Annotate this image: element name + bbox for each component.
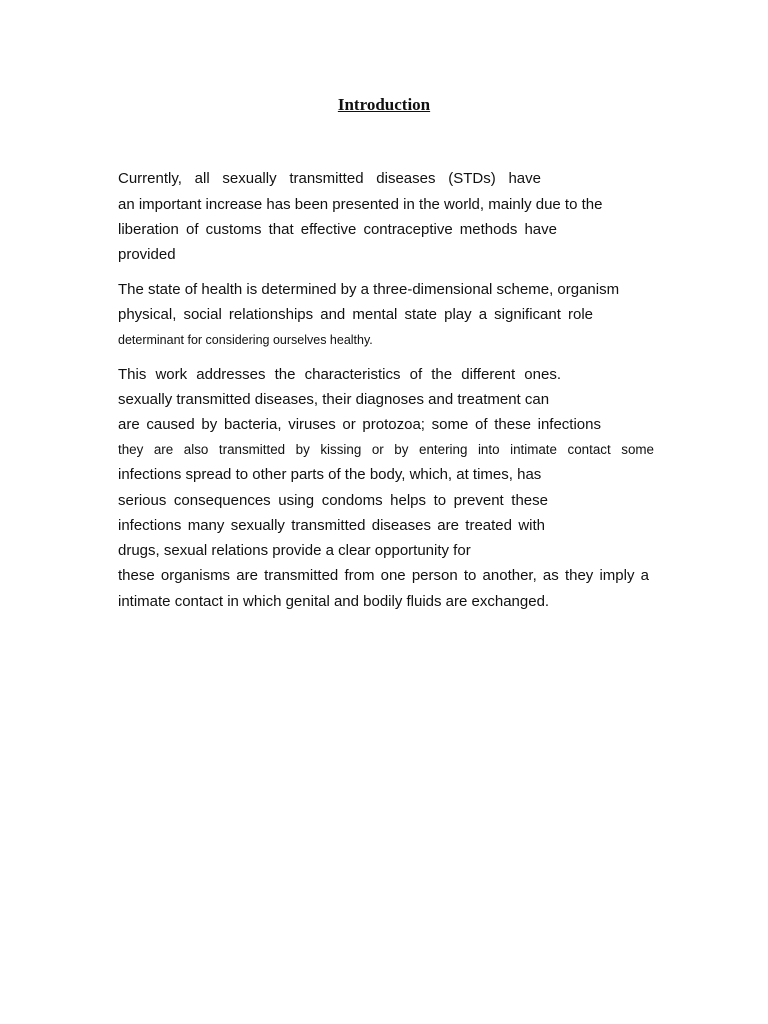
paragraph-2-line-2: physical, social relationships and mental state play a significant role (118, 306, 593, 323)
paragraph-3-line-8: drugs, sexual relations provide a clear opportunity for (118, 542, 471, 559)
paragraph-1-line-4: provided (118, 246, 176, 263)
page-title (0, 94, 768, 116)
paragraph-1-line-2: an important increase has been presented in the world, mainly due to the (118, 196, 603, 213)
paragraph-3-line-9: these organisms are transmitted from one person to another, as they imply a (118, 567, 649, 584)
paragraph-3-line-6: serious consequences using condoms helps to prevent these (118, 492, 548, 509)
paragraph-1-line-1: Currently, all sexually transmitted diseases (STDs) have (118, 170, 541, 187)
paragraph-3-line-1: This work addresses the characteristics of the different ones. (118, 366, 561, 383)
paragraph-3-line-10: intimate contact in which genital and bodily fluids are exchanged. (118, 593, 550, 610)
paragraph-3-line-7: infections many sexually transmitted diseases are treated with (118, 517, 545, 534)
paragraph-3-line-3: are caused by bacteria, viruses or protozoa; some of these infections (118, 416, 601, 433)
paragraph-3-line-5: infections spread to other parts of the body, which, at times, has (118, 466, 542, 483)
paragraph-2-line-3: determinant for considering ourselves healthy. (118, 333, 373, 347)
paragraph-2-line-1: The state of health is determined by a three-dimensional scheme, organism (118, 281, 620, 298)
paragraph-3-line-4: they are also transmitted by kissing or by entering into intimate contact some (118, 442, 654, 457)
paragraph-1-line-3: liberation of customs that effective contraceptive methods have (118, 221, 557, 238)
paragraph-3-line-2: sexually transmitted diseases, their diagnoses and treatment can (118, 391, 550, 408)
page-title-text: Introduction (337, 95, 431, 114)
